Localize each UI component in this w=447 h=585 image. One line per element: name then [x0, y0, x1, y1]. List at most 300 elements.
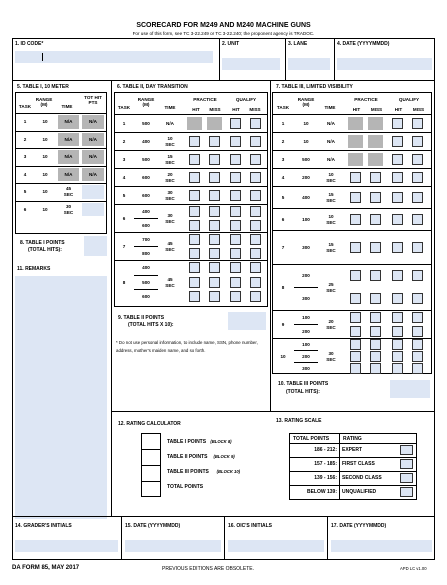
rating-scale-points: 186 - 212:	[314, 447, 337, 453]
t3-checkbox[interactable]	[412, 339, 423, 350]
t3-checkbox[interactable]	[392, 326, 403, 337]
t3-head-miss2: MISS	[412, 107, 425, 112]
t2-checkbox[interactable]	[230, 172, 241, 183]
t2-checkbox[interactable]	[209, 234, 220, 245]
t3-row-divider	[272, 168, 432, 169]
rating-calc-box-divider	[141, 481, 161, 482]
t3-checkbox[interactable]	[392, 293, 403, 304]
t3-checkbox[interactable]	[412, 118, 423, 129]
t3-time-value: 15	[328, 191, 334, 197]
t2-checkbox[interactable]	[209, 291, 220, 302]
t3-time-value: 30	[328, 350, 334, 356]
t2-checkbox[interactable]	[230, 190, 241, 201]
t3-checkbox[interactable]	[392, 312, 403, 323]
t1-task: 6	[23, 206, 27, 212]
t3-checkbox[interactable]	[392, 172, 403, 183]
t2-row-divider	[114, 186, 268, 187]
t1-row-divider	[15, 148, 107, 149]
t1-task: 5	[23, 189, 27, 195]
rating-scale-points: BELOW 139:	[306, 489, 337, 495]
t3-checkbox[interactable]	[412, 326, 423, 337]
t2-cell-grey	[207, 117, 222, 130]
t3-time-value: 15	[328, 241, 334, 247]
t3-range: 10	[303, 138, 309, 144]
oic-field[interactable]	[228, 540, 324, 552]
t3-checkbox[interactable]	[370, 242, 381, 253]
t1-head-pts: TOT HIT PTS	[84, 95, 102, 105]
t3-time-unit: SEC	[326, 247, 336, 253]
t2-checkbox[interactable]	[250, 172, 261, 183]
t2-time-unit: SEC	[165, 177, 175, 183]
t2-checkbox[interactable]	[189, 220, 200, 231]
t2-time: N/A	[166, 120, 174, 126]
t2-checkbox[interactable]	[209, 136, 220, 147]
rating-scale-points: 139 - 156:	[314, 475, 337, 481]
t1-task: 4	[23, 171, 27, 177]
t3-checkbox[interactable]	[350, 351, 361, 362]
t1-range: 10	[42, 171, 48, 177]
t3-range: 300	[302, 365, 310, 371]
t3-time: N/A	[327, 120, 335, 126]
t1-range: 10	[42, 189, 48, 195]
t2-head-hit1: HIT	[192, 107, 200, 112]
t3-checkbox[interactable]	[412, 312, 423, 323]
t3-cell-grey	[368, 153, 383, 166]
t1-time: N/A	[64, 136, 73, 142]
t2-checkbox[interactable]	[189, 248, 200, 259]
t2-checkbox[interactable]	[189, 277, 200, 288]
t2-subrow-divider	[134, 289, 158, 290]
t3-checkbox[interactable]	[350, 293, 361, 304]
rating-scale-rating: FIRST CLASS	[342, 461, 375, 467]
t2-range: 600	[142, 192, 150, 198]
t2-checkbox[interactable]	[189, 262, 200, 273]
t3-task: 3	[281, 156, 285, 162]
t2-range: 400	[142, 138, 150, 144]
t3-range: 100	[302, 216, 310, 222]
t2-checkbox[interactable]	[209, 262, 220, 273]
t3-checkbox[interactable]	[412, 154, 423, 165]
t3-task: 7	[281, 244, 285, 250]
t2-checkbox[interactable]	[189, 206, 200, 217]
t2-checkbox[interactable]	[250, 190, 261, 201]
t1-time-unit: SEC	[63, 209, 74, 215]
t3-checkbox[interactable]	[392, 136, 403, 147]
t3-checkbox[interactable]	[370, 351, 381, 362]
unit-label: 2. UNIT	[222, 41, 240, 47]
rating-scale-checkbox[interactable]	[400, 445, 413, 455]
t3-range: 100	[302, 314, 310, 320]
t3-task: 1	[281, 120, 285, 126]
t2-checkbox[interactable]	[250, 206, 261, 217]
t3-checkbox[interactable]	[370, 192, 381, 203]
form-number: DA FORM 85, MAY 2017	[12, 565, 80, 571]
version: APD LC v1.00	[400, 566, 427, 571]
t3-row-divider	[272, 186, 432, 187]
t3-checkbox[interactable]	[370, 270, 381, 281]
table2-points-label: 9. TABLE II POINTS	[118, 315, 165, 321]
t3-cell-grey	[368, 117, 383, 130]
t3-checkbox[interactable]	[370, 172, 381, 183]
t2-checkbox[interactable]	[250, 234, 261, 245]
t3-checkbox[interactable]	[370, 339, 381, 350]
t3-range: 200	[302, 273, 310, 278]
t3-head-time: TIME	[324, 105, 336, 110]
t3-time-unit: SEC	[326, 324, 336, 330]
rating-scale-checkbox[interactable]	[400, 487, 413, 497]
date-field[interactable]	[337, 58, 432, 70]
t3-checkbox[interactable]	[392, 242, 403, 253]
t3-checkbox[interactable]	[350, 192, 361, 203]
date2-label: 17. DATE (YYYYMMDD)	[331, 523, 387, 529]
table1-points-sub: (TOTAL HITS):	[28, 247, 62, 253]
t3-checkbox[interactable]	[412, 293, 423, 304]
t3-checkbox[interactable]	[412, 136, 423, 147]
rating-scale-rating: UNQUALIFIED	[342, 489, 377, 495]
t2-checkbox[interactable]	[250, 277, 261, 288]
rating-scale-divider	[289, 457, 417, 458]
t2-range: 700	[142, 236, 150, 242]
t3-range: 300	[302, 296, 310, 301]
t1-row-divider	[15, 183, 107, 184]
t1-pts: N/A	[89, 119, 97, 125]
table2-points-field[interactable]	[228, 312, 266, 330]
t3-checkbox[interactable]	[412, 192, 423, 203]
t1-time: N/A	[64, 171, 73, 177]
table2-title: 6. TABLE II, DAY TRANSITION	[117, 84, 188, 90]
rating-calc-label: TABLE II POINTS	[167, 454, 208, 460]
table1-points-field[interactable]	[84, 236, 107, 256]
t1-range: 10	[42, 206, 48, 212]
t3-checkbox[interactable]	[350, 172, 361, 183]
t2-checkbox[interactable]	[189, 172, 200, 183]
t2-subrow-divider	[134, 218, 158, 219]
oic-label: 16. OIC'S INITIALS	[228, 523, 272, 529]
t3-time-unit: SEC	[326, 197, 336, 203]
t2-head-task: TASK	[117, 105, 131, 110]
t3-time-unit: SEC	[326, 177, 336, 183]
t2-time-unit: SEC	[165, 282, 175, 288]
t2-task: 1	[122, 120, 126, 126]
t2-task: 6	[122, 215, 126, 221]
t2-checkbox[interactable]	[230, 248, 241, 259]
t2-subrow-divider	[134, 275, 158, 276]
t1-row-divider	[15, 201, 107, 202]
t2-task: 7	[122, 243, 126, 249]
t2-time-unit: SEC	[165, 159, 175, 165]
rating-scale-divider	[289, 471, 417, 472]
t3-range: 400	[302, 194, 310, 200]
t2-task: 2	[122, 138, 126, 144]
rating-scale-divider	[289, 485, 417, 486]
t2-range: 600	[142, 174, 150, 180]
t1-head-range: RANGE (M)	[35, 97, 53, 107]
t2-checkbox[interactable]	[250, 220, 261, 231]
t2-time-unit: SEC	[165, 218, 175, 224]
t3-range: 100	[302, 341, 310, 347]
t2-task: 5	[122, 192, 126, 198]
t2-checkbox[interactable]	[230, 154, 241, 165]
t3-checkbox[interactable]	[370, 312, 381, 323]
t3-checkbox[interactable]	[392, 192, 403, 203]
t3-subrow-divider	[294, 287, 318, 288]
t3-task: 10	[280, 353, 286, 359]
t3-checkbox[interactable]	[370, 214, 381, 225]
t3-cell-grey	[348, 135, 363, 148]
t2-cell-grey	[187, 117, 202, 130]
t3-checkbox[interactable]	[392, 118, 403, 129]
t3-time: N/A	[327, 156, 335, 162]
t3-time-value: 25	[328, 281, 334, 287]
t2-range: 500	[142, 120, 150, 126]
t3-range: 500	[302, 156, 310, 162]
table3-points-field[interactable]	[390, 380, 430, 398]
table1-title: 5. TABLE I, 10 METER	[17, 84, 69, 90]
t3-head-practice: PRACTICE	[354, 97, 378, 102]
t3-row-divider	[272, 230, 432, 231]
t3-head-task: TASK	[276, 105, 290, 110]
t2-checkbox[interactable]	[209, 206, 220, 217]
t1-pts: N/A	[89, 154, 97, 160]
t3-range: 300	[302, 244, 310, 250]
t1-task: 1	[23, 119, 27, 125]
t3-row-divider	[272, 132, 432, 133]
t2-row-divider	[114, 132, 268, 133]
t3-task: 8	[281, 284, 285, 290]
t3-subrow-divider	[294, 350, 318, 351]
t1-pts: N/A	[89, 171, 97, 177]
t2-row-divider	[114, 168, 268, 169]
t3-cell-grey	[348, 153, 363, 166]
t3-time-unit: SEC	[326, 219, 336, 225]
t3-checkbox[interactable]	[350, 214, 361, 225]
rating-calc-title: 12. RATING CALCULATOR	[118, 421, 181, 427]
rating-calc-label: TABLE III POINTS	[167, 469, 209, 475]
t2-range: 400	[142, 208, 150, 214]
t2-time-value: 10	[167, 135, 173, 141]
id-code-label: 1. ID CODE*	[15, 41, 44, 47]
t3-checkbox[interactable]	[412, 270, 423, 281]
t2-checkbox[interactable]	[250, 118, 261, 129]
rating-calc-label: TOTAL POINTS	[167, 484, 204, 490]
t2-checkbox[interactable]	[230, 220, 241, 231]
t3-subrow-divider	[294, 324, 318, 325]
t2-range: 600	[142, 222, 150, 228]
rating-calc-block: (BLOCK 9)	[213, 454, 235, 459]
t2-time-value: 20	[167, 171, 173, 177]
t3-checkbox[interactable]	[370, 363, 381, 374]
t2-checkbox[interactable]	[209, 248, 220, 259]
t1-task: 2	[23, 136, 27, 142]
date1-field[interactable]	[125, 540, 221, 552]
t2-checkbox[interactable]	[209, 154, 220, 165]
t2-time-value: 30	[167, 189, 173, 195]
t2-checkbox[interactable]	[189, 291, 200, 302]
t2-checkbox[interactable]	[250, 136, 261, 147]
t3-checkbox[interactable]	[370, 326, 381, 337]
t3-task: 6	[281, 216, 285, 222]
date2-field[interactable]	[331, 540, 432, 552]
t2-checkbox[interactable]	[230, 206, 241, 217]
t2-checkbox[interactable]	[209, 172, 220, 183]
t2-range: 400	[142, 264, 150, 270]
rating-scale-checkbox[interactable]	[400, 473, 413, 483]
t3-head-qualify: QUALIFY	[398, 97, 420, 102]
t2-time-unit: SEC	[165, 246, 175, 252]
rating-calc-label: TABLE I POINTS	[167, 439, 207, 445]
t2-checkbox[interactable]	[230, 118, 241, 129]
t3-checkbox[interactable]	[350, 326, 361, 337]
t3-task: 4	[281, 174, 285, 180]
t2-checkbox[interactable]	[209, 277, 220, 288]
t2-checkbox[interactable]	[230, 234, 241, 245]
t3-checkbox[interactable]	[370, 293, 381, 304]
t3-checkbox[interactable]	[392, 339, 403, 350]
t2-head-time: TIME	[164, 105, 176, 110]
t2-range: 500	[142, 279, 150, 285]
t3-cell-grey	[368, 135, 383, 148]
t2-time-value: 15	[167, 153, 173, 159]
rating-calc-box-divider	[141, 465, 161, 466]
rating-scale-title: 13. RATING SCALE	[276, 418, 322, 424]
remarks-field[interactable]	[15, 276, 107, 519]
t3-checkbox[interactable]	[350, 270, 361, 281]
t2-checkbox[interactable]	[250, 291, 261, 302]
t3-range: 200	[302, 328, 310, 334]
t2-head-range: RANGE (M)	[137, 97, 155, 107]
t3-time-unit: SEC	[326, 287, 336, 293]
lane-field[interactable]	[288, 58, 330, 70]
t2-row-divider	[114, 150, 268, 151]
id-code-field[interactable]	[15, 51, 213, 63]
t3-checkbox[interactable]	[350, 363, 361, 374]
t3-head-hit2: HIT	[394, 107, 403, 112]
table2-points-sub: (TOTAL HITS X 10):	[128, 322, 174, 328]
t1-time: N/A	[64, 119, 73, 125]
t3-checkbox[interactable]	[350, 242, 361, 253]
t1-range: 10	[42, 119, 48, 125]
unit-field[interactable]	[222, 58, 280, 70]
t3-row-divider	[272, 208, 432, 209]
t2-head-hit2: HIT	[232, 107, 240, 112]
t3-time-unit: SEC	[326, 356, 336, 362]
table3-points-sub: (TOTAL HITS):	[286, 389, 320, 395]
rating-scale-points: 157 - 185:	[314, 461, 337, 467]
t1-range: 10	[42, 154, 48, 160]
text-cursor	[42, 53, 43, 61]
rating-calc-box-divider	[141, 449, 161, 450]
t2-checkbox[interactable]	[209, 220, 220, 231]
table3-title: 7. TABLE III, LIMITED VISIBILITY	[276, 84, 353, 90]
form-subtitle: For use of this form, see TC 3-22.249 or TC 3-22.240; the proponent agency is TRADOC.	[132, 31, 315, 36]
lane-label: 3. LANE	[288, 41, 308, 47]
t3-range: 10	[303, 120, 309, 126]
t2-range: 800	[142, 250, 150, 256]
t2-checkbox[interactable]	[189, 190, 200, 201]
t2-checkbox[interactable]	[250, 154, 261, 165]
t3-row-divider	[272, 264, 432, 265]
t2-checkbox[interactable]	[189, 154, 200, 165]
t2-head-practice: PRACTICE	[193, 97, 217, 102]
t3-checkbox[interactable]	[412, 172, 423, 183]
t3-head-miss1: MISS	[370, 107, 383, 112]
t3-checkbox[interactable]	[412, 363, 423, 374]
t2-time-unit: SEC	[165, 141, 175, 147]
t3-subrow-divider	[294, 362, 318, 363]
t1-time-value: 30	[65, 203, 72, 209]
t3-row-divider	[272, 150, 432, 151]
t2-checkbox[interactable]	[230, 277, 241, 288]
t2-checkbox[interactable]	[230, 291, 241, 302]
t1-row-divider	[15, 131, 107, 132]
t3-checkbox[interactable]	[412, 351, 423, 362]
t2-checkbox[interactable]	[230, 262, 241, 273]
grader-label: 14. GRADER'S INITIALS	[15, 523, 72, 529]
rating-scale-rating: SECOND CLASS	[342, 475, 382, 481]
t2-head-qualify: QUALIFY	[235, 97, 257, 102]
t3-head-hit1: HIT	[352, 107, 361, 112]
t2-checkbox[interactable]	[230, 136, 241, 147]
t2-range: 600	[142, 294, 150, 300]
t3-checkbox[interactable]	[392, 270, 403, 281]
t2-task: 8	[122, 279, 126, 285]
t2-time-unit: SEC	[165, 195, 175, 201]
t1-head-task: TASK	[18, 104, 32, 109]
t1-time-value: 45	[65, 186, 72, 191]
t3-checkbox[interactable]	[392, 363, 403, 374]
date-label: 4. DATE (YYYYMMDD)	[337, 41, 390, 47]
t2-checkbox[interactable]	[189, 234, 200, 245]
t2-range: 500	[142, 156, 150, 162]
previous-editions: PREVIOUS EDITIONS ARE OBSOLETE.	[162, 566, 254, 572]
t1-task: 3	[23, 154, 27, 160]
privacy-note: * Do not use personal information, to include name, SSN, phone number, address, mother's maiden name, and so forth.	[116, 340, 258, 353]
t3-checkbox[interactable]	[350, 339, 361, 350]
t2-checkbox[interactable]	[189, 136, 200, 147]
date1-label: 15. DATE (YYYYMMDD)	[125, 523, 181, 529]
t3-cell-grey	[348, 117, 363, 130]
form-title: SCORECARD FOR M249 AND M240 MACHINE GUNS	[136, 22, 311, 29]
t1-range: 10	[42, 136, 48, 142]
t3-range: 200	[302, 353, 310, 359]
rating-scale-head-points: TOTAL POINTS	[293, 436, 330, 442]
t2-checkbox[interactable]	[209, 190, 220, 201]
table1-points-label: 8. TABLE I POINTS	[20, 240, 65, 246]
t3-checkbox[interactable]	[392, 154, 403, 165]
t2-task: 4	[122, 174, 126, 180]
rating-scale-checkbox[interactable]	[400, 459, 413, 469]
t3-checkbox[interactable]	[392, 351, 403, 362]
t3-time-value: 10	[328, 213, 334, 219]
t2-checkbox[interactable]	[250, 248, 261, 259]
t3-range: 200	[302, 174, 310, 180]
t2-checkbox[interactable]	[250, 262, 261, 273]
t1-pts-field[interactable]	[82, 203, 104, 217]
rating-calc-block: (BLOCK 8)	[210, 439, 232, 444]
grader-field[interactable]	[15, 540, 118, 552]
rating-calc-block: (BLOCK 10)	[216, 469, 241, 474]
t2-head-miss2: MISS	[249, 107, 261, 112]
t3-time-value: 10	[328, 171, 334, 177]
t1-pts: N/A	[89, 136, 97, 142]
t3-time: N/A	[327, 138, 335, 144]
t3-checkbox[interactable]	[412, 242, 423, 253]
rating-scale-head-rating: RATING	[343, 436, 362, 442]
t3-checkbox[interactable]	[392, 214, 403, 225]
t3-checkbox[interactable]	[350, 312, 361, 323]
t1-pts-field[interactable]	[82, 185, 104, 199]
t3-checkbox[interactable]	[412, 214, 423, 225]
